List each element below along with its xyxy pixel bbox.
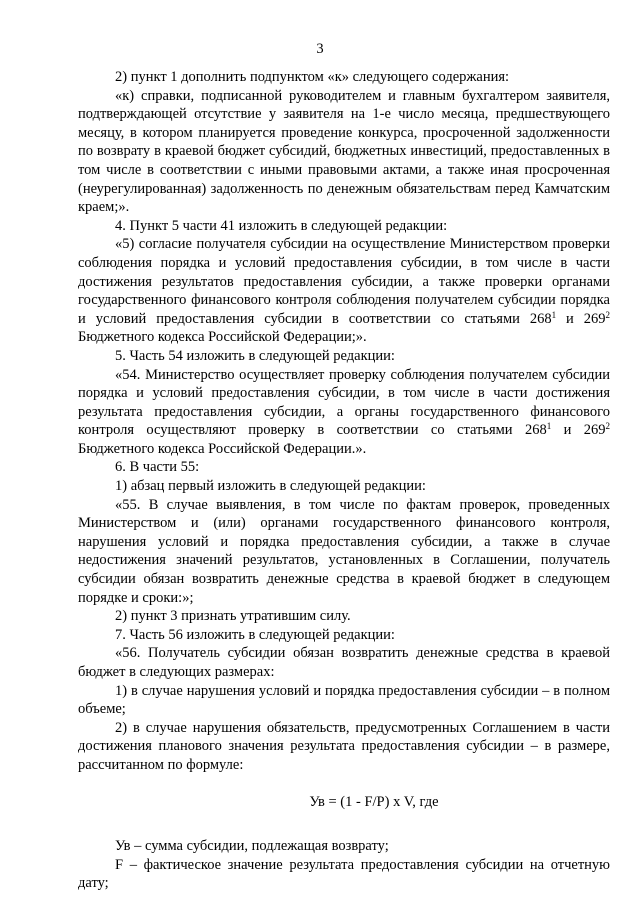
- paragraph-subpoint-k: «к) справки, подписанной руководителем и главным бухгалтером заявителя, подтверждающей отсутствие у заявителя на 1-е число месяца, предшествующего месяцу, в котором планируется проведение конкурса, просроченной задолженности по возврату в краевой бюджет субсидий, бюджетных инвестиций, предоставленных в том числе в соответствии с иными правовыми актами, а также иная просроченная (неурегулированная) задолженность по денежным обязательствам перед Камчатским краем;».: [78, 87, 610, 216]
- superscript: 2: [605, 421, 611, 432]
- paragraph-item-7: 7. Часть 56 изложить в следующей редакции:: [115, 626, 395, 643]
- document-body: [78, 68, 610, 893]
- formula: Ув = (1 - F/P) x V, где: [309, 793, 439, 810]
- paragraph-amend-point-1: 2) пункт 1 дополнить подпунктом «к» следующего содержания:: [115, 69, 510, 85]
- text-segment: Бюджетного кодекса Российской Федерации;».: [78, 329, 367, 346]
- superscript: 2: [605, 309, 611, 320]
- paragraph-item-6-1: 1) абзац первый изложить в следующей редакции:: [115, 478, 426, 495]
- paragraph-part-56-text: «56. Получатель субсидии обязан возвратить денежные средства в краевой бюджет в следующих размерах:: [78, 645, 610, 680]
- text-segment: «54. Министерство осуществляет проверку соблюдения получателем субсидии порядка и условий предоставления субсидии, в том числе в части достижения результата предоставления субсидии, а органы государственного финансового контроля осуществляют проверку в соответствии со статьями 268: [78, 366, 610, 439]
- paragraph-part-56-1: 1) в случае нарушения условий и порядка предоставления субсидии – в полном объеме;: [78, 682, 610, 718]
- paragraph-part-55-text: «55. В случае выявления, в том числе по фактам проверок, проведенных Министерством и (или) органами государственного финансового контроля, нарушения условий и порядка предоставления субсидии, а также в случае недостижения значений результатов, установленных в Соглашении, получатель субсидии обязан возвратить денежные средства в краевой бюджет в следующем порядке и сроки:»;: [78, 496, 610, 606]
- paragraph-item-6: 6. В части 55:: [115, 459, 200, 476]
- page-number: 3: [316, 41, 324, 57]
- superscript: 1: [551, 309, 557, 320]
- paragraph-point-5-text: [78, 235, 610, 347]
- paragraph-definition-f: F – фактическое значение результата предоставления субсидии на отчетную дату;: [78, 856, 610, 892]
- text-segment: и 269: [551, 422, 606, 439]
- paragraph-item-4: 4. Пункт 5 части 41 изложить в следующей редакции:: [115, 217, 448, 234]
- paragraph-part-54-text: [78, 366, 610, 459]
- paragraph-part-56-2: 2) в случае нарушения обязательств, предусмотренных Соглашением в части достижения планового значения результата предоставления субсидии – в размере, рассчитанном по формуле:: [78, 719, 610, 773]
- text-segment: «5) согласие получателя субсидии на осуществление Министерством проверки соблюдения порядка и условий предоставления субсидии, в том числе в части достижения результатов предоставления субсидии, а также проверки органами государственного финансового контроля соблюдения получателем субсидии порядка и условий предоставления субсидии в соответствии со статьями 268: [78, 236, 610, 327]
- text-segment: Бюджетного кодекса Российской Федерации.».: [78, 440, 367, 457]
- paragraph-item-5: 5. Часть 54 изложить в следующей редакции:: [115, 347, 395, 364]
- paragraph-item-6-2: 2) пункт 3 признать утратившим силу.: [115, 608, 351, 625]
- superscript: 1: [546, 421, 552, 432]
- paragraph-definition-uv: Ув – сумма субсидии, подлежащая возврату;: [115, 838, 389, 855]
- text-segment: и 269: [556, 310, 606, 327]
